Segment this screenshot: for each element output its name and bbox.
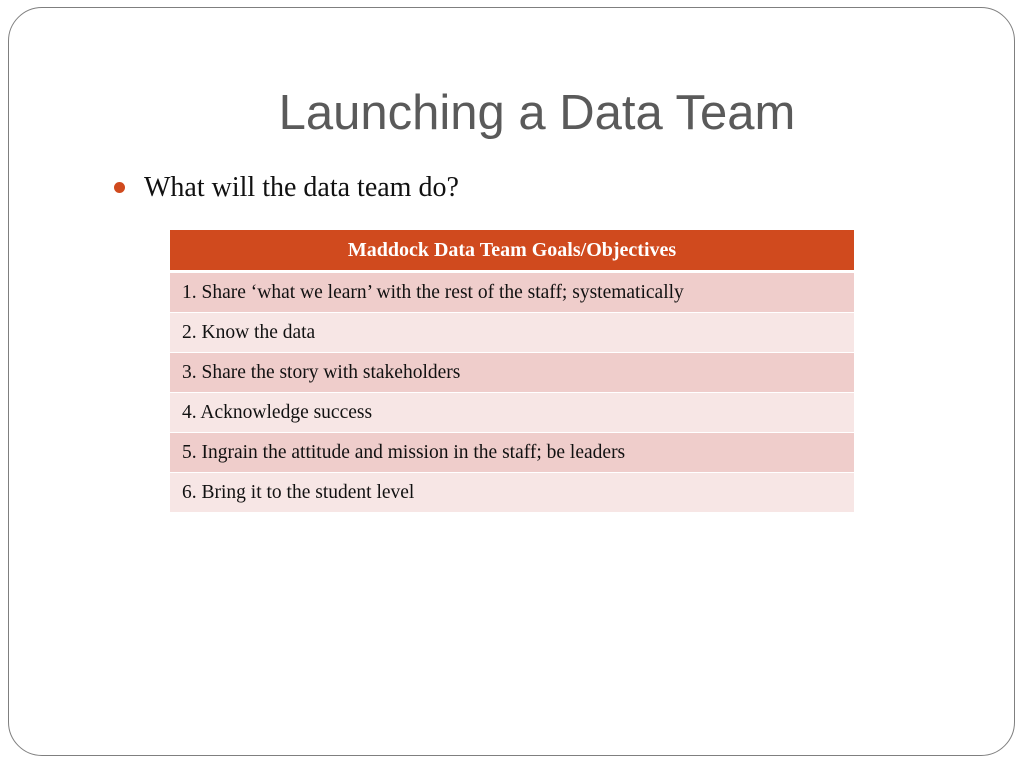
bullet-dot-icon <box>114 182 125 193</box>
slide-title: Launching a Data Team <box>278 86 796 140</box>
goals-table-row: 6. Bring it to the student level <box>170 472 854 512</box>
goals-table-row: 1. Share ‘what we learn’ with the rest of the staff; systematically <box>170 272 854 312</box>
goals-table-row: 3. Share the story with stakeholders <box>170 352 854 392</box>
bullet-item <box>114 168 459 208</box>
goals-table <box>170 230 854 512</box>
goals-table-row: 5. Ingrain the attitude and mission in the staff; be leaders <box>170 432 854 472</box>
goals-table-row: 4. Acknowledge success <box>170 392 854 432</box>
bullet-text: What will the data team do? <box>144 172 459 203</box>
goals-table-row: 2. Know the data <box>170 312 854 352</box>
goals-table-header: Maddock Data Team Goals/Objectives <box>170 230 854 272</box>
